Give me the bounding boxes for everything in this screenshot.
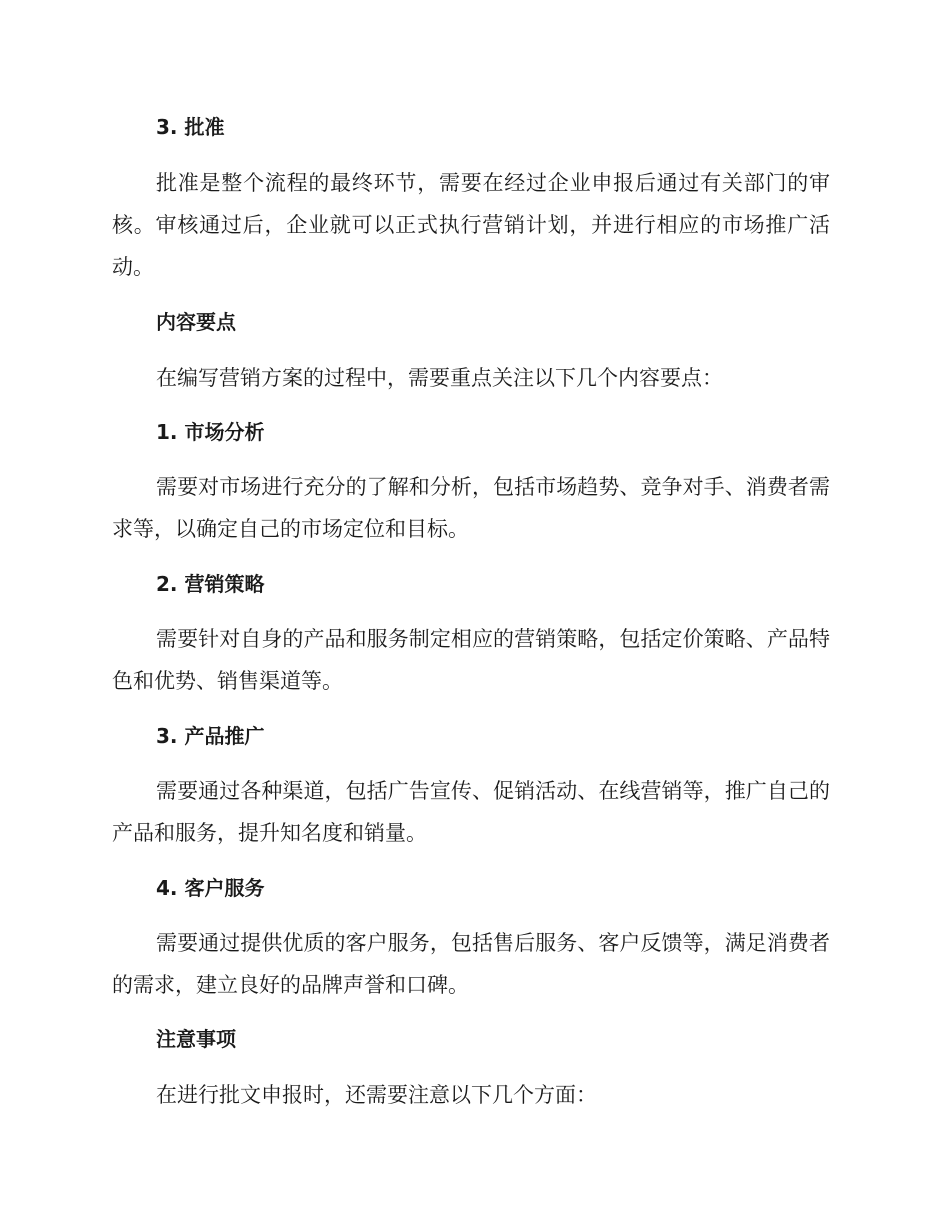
paragraph-customer-service: 需要通过提供优质的客户服务，包括售后服务、客户反馈等，满足消费者的需求，建立良好的品牌声誉和口碑。	[112, 931, 830, 997]
section-heading-marketing-strategy: 2. 营销策略	[156, 572, 265, 596]
section-heading-content-points: 内容要点	[156, 310, 236, 334]
section-heading-market-analysis: 1. 市场分析	[156, 420, 265, 444]
section-heading-notes: 注意事项	[156, 1027, 236, 1051]
paragraph-content-intro: 在编写营销方案的过程中，需要重点关注以下几个内容要点：	[156, 366, 723, 390]
paragraph-market-analysis: 需要对市场进行充分的了解和分析，包括市场趋势、竞争对手、消费者需求等，以确定自己的市场定位和目标。	[112, 475, 830, 541]
paragraph-notes-intro: 在进行批文申报时，还需要注意以下几个方面：	[156, 1083, 597, 1107]
paragraph-approval: 批准是整个流程的最终环节，需要在经过企业申报后通过有关部门的审核。审核通过后，企业就可以正式执行营销计划，并进行相应的市场推广活动。	[112, 171, 830, 279]
section-heading-product-promotion: 3. 产品推广	[156, 724, 265, 748]
section-heading-customer-service: 4. 客户服务	[156, 876, 265, 900]
section-heading-approval: 3. 批准	[156, 115, 225, 139]
paragraph-marketing-strategy: 需要针对自身的产品和服务制定相应的营销策略，包括定价策略、产品特色和优势、销售渠道等。	[112, 627, 830, 693]
paragraph-product-promotion: 需要通过各种渠道，包括广告宣传、促销活动、在线营销等，推广自己的产品和服务，提升知名度和销量。	[112, 779, 830, 845]
